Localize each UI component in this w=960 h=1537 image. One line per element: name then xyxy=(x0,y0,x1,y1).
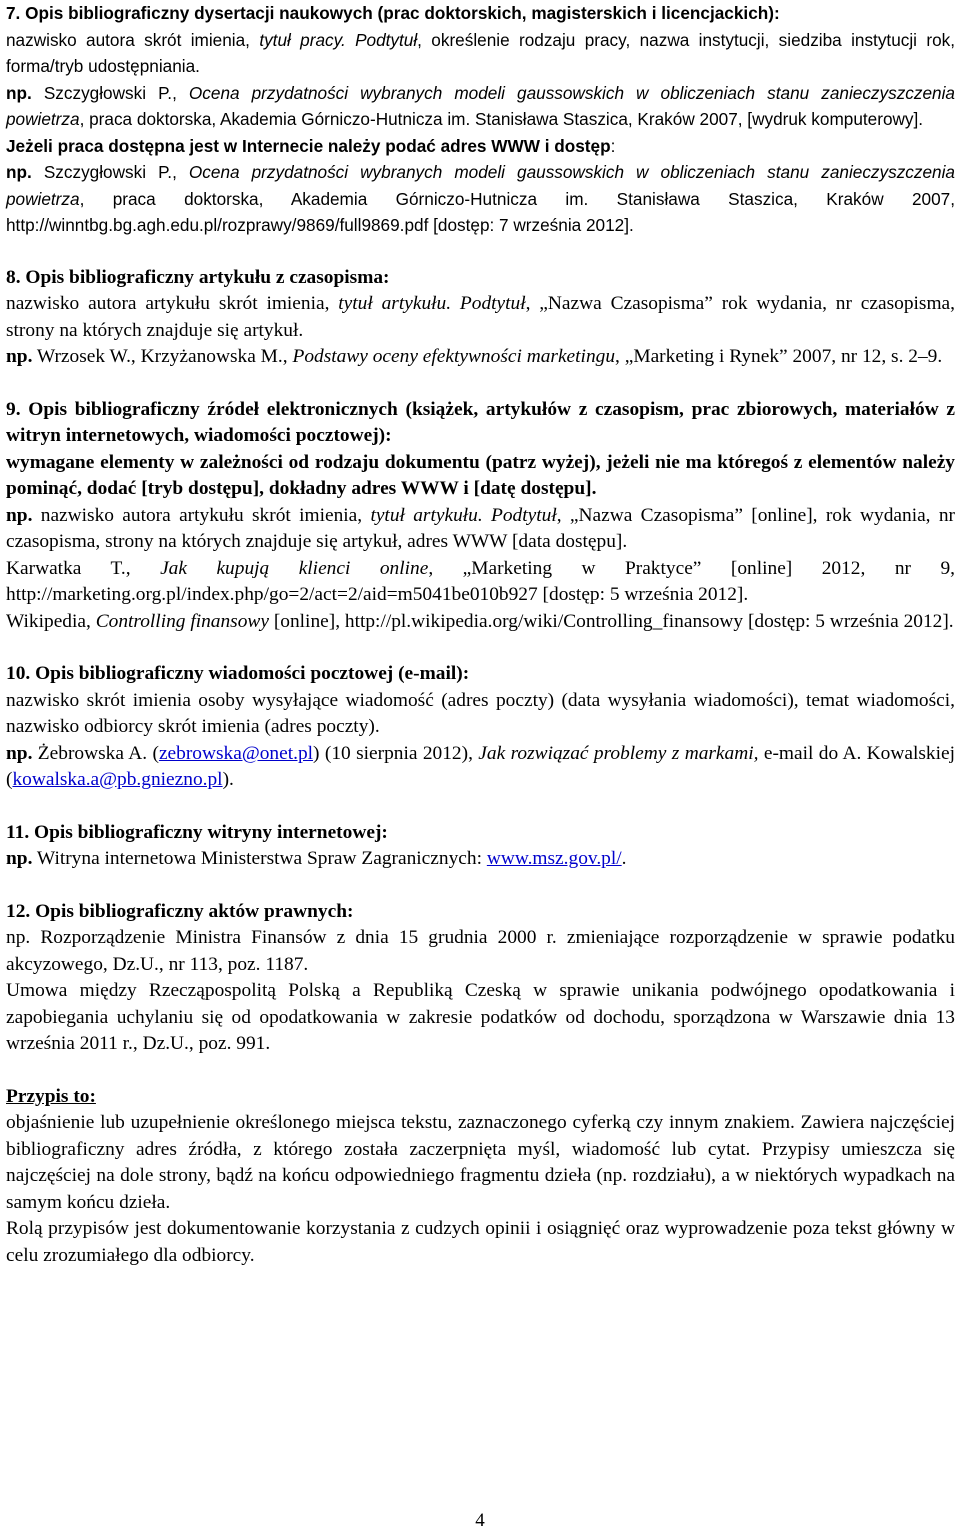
s7-desc-c: , określenie rodzaju pracy, nazwa instytucji, siedziba instytucji rok, forma/tryb udostępniania. xyxy=(6,29,955,76)
page-number: 4 xyxy=(475,1510,485,1531)
section-9 xyxy=(6,397,955,636)
footnote-p2: Rolą przypisów jest dokumentowanie korzystania z cudzych opinii i osiągnięć oraz wyprowadzenie poza tekst główny w celu zrozumiałego dla odbiorcy. xyxy=(6,1218,955,1266)
s9-ex2-title: Controlling finansowy xyxy=(95,610,269,632)
s9-ex2-rest: [online], http://pl.wikipedia.org/wiki/Controlling_finansowy [dostęp: 5 września 2012]. xyxy=(268,610,954,632)
section-8-description xyxy=(6,291,955,344)
s7-desc-a: nazwisko autora skrót imienia, xyxy=(6,29,260,50)
section-7-heading-text: 7. Opis bibliograficzny dysertacji naukowych (prac doktorskich, magisterskich i licencjackich): xyxy=(6,3,780,23)
s7-ex2-title: Ocena przydatności wybranych modeli gaussowskich w obliczeniach stanu zanieczyszczenia powietrza xyxy=(6,162,955,209)
s9-ex2-author: Wikipedia, xyxy=(6,610,96,632)
spacer xyxy=(6,794,955,820)
s11-ex-a: Witryna internetowa Ministerstwa Spraw Zagranicznych: xyxy=(32,848,487,869)
s7-internet-note-text: Jeżeli praca dostępna jest w Internecie należy podać adres WWW i dostęp xyxy=(6,135,611,156)
s7-ex1-rest: , praca doktorska, Akademia Górniczo-Hutnicza im. Stanisława Staszica, Kraków 2007, [wydruk komputerowy]. xyxy=(79,109,924,129)
section-12-heading-text: 12. Opis bibliograficzny aktów prawnych: xyxy=(6,900,354,922)
s9-ex1-author: Karwatka T., xyxy=(6,557,161,579)
footnote-heading xyxy=(6,1084,955,1111)
spacer xyxy=(6,635,955,661)
s9-ex1-title: Jak kupują klienci online xyxy=(160,557,429,579)
s8-desc-b: tytuł artykułu. Podtytuł xyxy=(338,293,526,314)
section-9-pattern xyxy=(6,503,955,556)
section-9-example-1 xyxy=(6,556,955,609)
email-link-kowalska[interactable]: kowalska.a@pb.gniezno.pl xyxy=(12,769,223,790)
section-10-heading xyxy=(6,661,955,688)
section-7-internet-note xyxy=(6,133,955,160)
section-7-example-2 xyxy=(6,159,955,239)
section-9-required xyxy=(6,450,955,503)
section-10 xyxy=(6,661,955,794)
s8-desc-a: nazwisko autora artykułu skrót imienia, xyxy=(6,293,339,314)
section-11-heading-text: 11. Opis bibliograficzny witryny internetowej: xyxy=(6,821,388,843)
s7-ex2-np: np. xyxy=(6,162,32,182)
footnote-paragraph-1 xyxy=(6,1110,955,1216)
section-8-heading xyxy=(6,265,955,292)
section-10-description xyxy=(6,688,955,741)
spacer xyxy=(6,371,955,397)
s12-ex2: Umowa między Rzecząpospolitą Polską a Republiką Czeską w sprawie unikania podwójnego opodatkowania i zapobiegania uchylaniu się od opodatkowania w zakresie podatków od dochodu, sporządzona w Warszawie dnia 13 września 2011 r., Dz.U., poz. 991. xyxy=(6,980,955,1054)
s9-pattern-c: , „Nazwa Czasopisma” [online], rok wydania, nr czasopisma, strony na których znajduje się artykuł, adres WWW [data dostępu]. xyxy=(6,504,956,552)
s8-ex-title: Podstawy oceny efektywności marketingu xyxy=(292,346,616,367)
s7-ex1-author: Szczygłowski P. xyxy=(31,82,173,103)
footnote-p1: objaśnienie lub uzupełnienie określonego miejsca tekstu, zaznaczonego cyferką czy innym znakiem. Zawiera najczęściej bibliograficzny adres źródła, z którego została zaczerpnięta myśl, wiadomość lub cytat. Przypisy umieszcza się najczęściej na dole strony, bądź na końcu odpowiedniego fragmentu dzieła (np. rozdziału), a w niektórych wypadkach na samym końcu dzieła. xyxy=(6,1112,955,1213)
spacer xyxy=(6,239,955,265)
section-8-example xyxy=(6,344,955,371)
s10-ex-c: e-mail do A. Kowalskiej ( xyxy=(6,742,955,790)
section-8 xyxy=(6,265,955,371)
msz-link[interactable]: www.msz.gov.pl/ xyxy=(486,848,622,869)
s10-ex-np: np. xyxy=(6,742,33,764)
section-11-example xyxy=(6,846,955,873)
s11-ex-b: . xyxy=(621,848,627,869)
section-12 xyxy=(6,899,955,1058)
s7-ex1-np: np. xyxy=(6,82,32,103)
s10-ex-a: Żebrowska A. ( xyxy=(32,742,159,764)
section-9-heading-text: 9. Opis bibliograficzny źródeł elektronicznych (książek, artykułów z czasopism, prac zbiorowych, materiałów z witryn internetowych, wiadomości pocztowej): xyxy=(6,398,955,446)
s9-required-text: wymagane elementy w zależności od rodzaju dokumentu (patrz wyżej), jeżeli nie ma któregoś z elementów należy pominąć, dodać [tryb dostępu], dokładny adres WWW i [datę dostępu]. xyxy=(6,451,955,499)
spacer xyxy=(6,873,955,899)
section-9-heading xyxy=(6,397,955,450)
s10-ex-title: Jak rozwiązać problemy z markami, xyxy=(478,742,759,764)
section-12-heading xyxy=(6,899,955,926)
section-7 xyxy=(6,0,955,239)
s8-ex-np: np. xyxy=(6,346,33,367)
s7-ex2-rest: , praca doktorska, Akademia Górniczo-Hutnicza im. Stanisława Staszica, Kraków 2007, http://winntbg.bg.agh.edu.pl/rozprawy/9869/full9869.pdf [dostęp: 7 września 2012]. xyxy=(6,188,955,235)
s7-ex1-title: Ocena przydatności wybranych modeli gaussowskich w obliczeniach stanu zanieczyszczenia powietrza xyxy=(6,82,955,129)
section-9-example-2 xyxy=(6,609,955,636)
s8-ex-comma: , xyxy=(282,346,293,367)
s7-ex2-author: Szczygłowski P. xyxy=(31,162,173,182)
s9-pattern-b: tytuł artykułu. Podtytuł xyxy=(370,504,557,526)
s9-pattern-np: np. xyxy=(6,504,33,526)
section-10-example xyxy=(6,741,955,794)
section-8-heading-text: 8. Opis bibliograficzny artykułu z czasopisma: xyxy=(6,266,390,288)
section-12-example-2 xyxy=(6,978,955,1058)
section-7-heading xyxy=(6,0,955,27)
s7-internet-colon: : xyxy=(610,135,616,156)
email-link-zebrowska[interactable]: zebrowska@onet.pl xyxy=(158,742,314,764)
section-7-description xyxy=(6,27,955,80)
s10-desc: nazwisko skrót imienia osoby wysyłające wiadomość (adres poczty) (data wysyłania wiadomości), temat wiadomości, nazwisko odbiorcy skrót imienia (adres poczty). xyxy=(6,689,955,737)
s8-desc-c: , „Nazwa Czasopisma” rok wydania, nr czasopisma, strony na których znajduje się artykuł. xyxy=(6,293,956,341)
s10-ex-d: ). xyxy=(222,769,234,790)
spacer xyxy=(6,1058,955,1084)
footnote-section xyxy=(6,1084,955,1270)
section-11 xyxy=(6,820,955,873)
document-page xyxy=(6,0,955,1269)
s12-ex1: np. Rozporządzenie Ministra Finansów z dnia 15 grudnia 2000 r. zmieniające rozporządzenie w sprawie podatku akcyzowego, Dz.U., nr 113, poz. 1187. xyxy=(6,927,955,975)
section-12-example-1 xyxy=(6,925,955,978)
section-10-heading-text: 10. Opis bibliograficzny wiadomości pocztowej (e-mail): xyxy=(6,663,470,684)
s8-ex-author: Wrzosek W., Krzyżanowska M. xyxy=(32,346,283,367)
s7-ex2-comma: , xyxy=(172,162,189,182)
s7-ex1-comma: , xyxy=(172,82,189,103)
s9-ex1-rest: , „Marketing w Praktyce” [online] 2012, nr 9, http://marketing.org.pl/index.php/go=2/act=2/aid=m5041be010b927 [dostęp: 5 września 2012]. xyxy=(6,557,955,605)
s7-desc-b: tytuł pracy. Podtytuł xyxy=(259,29,418,50)
section-7-example-1 xyxy=(6,80,955,133)
section-11-heading xyxy=(6,820,955,847)
footnote-heading-text: Przypis to: xyxy=(6,1085,96,1107)
s10-ex-b: ) (10 sierpnia 2012), xyxy=(313,742,479,764)
s11-ex-np: np. xyxy=(6,848,33,869)
s8-ex-rest: , „Marketing i Rynek” 2007, nr 12, s. 2–9. xyxy=(615,346,943,367)
footnote-paragraph-2 xyxy=(6,1216,955,1269)
s9-pattern-a: nazwisko autora artykułu skrót imienia, xyxy=(32,504,371,526)
